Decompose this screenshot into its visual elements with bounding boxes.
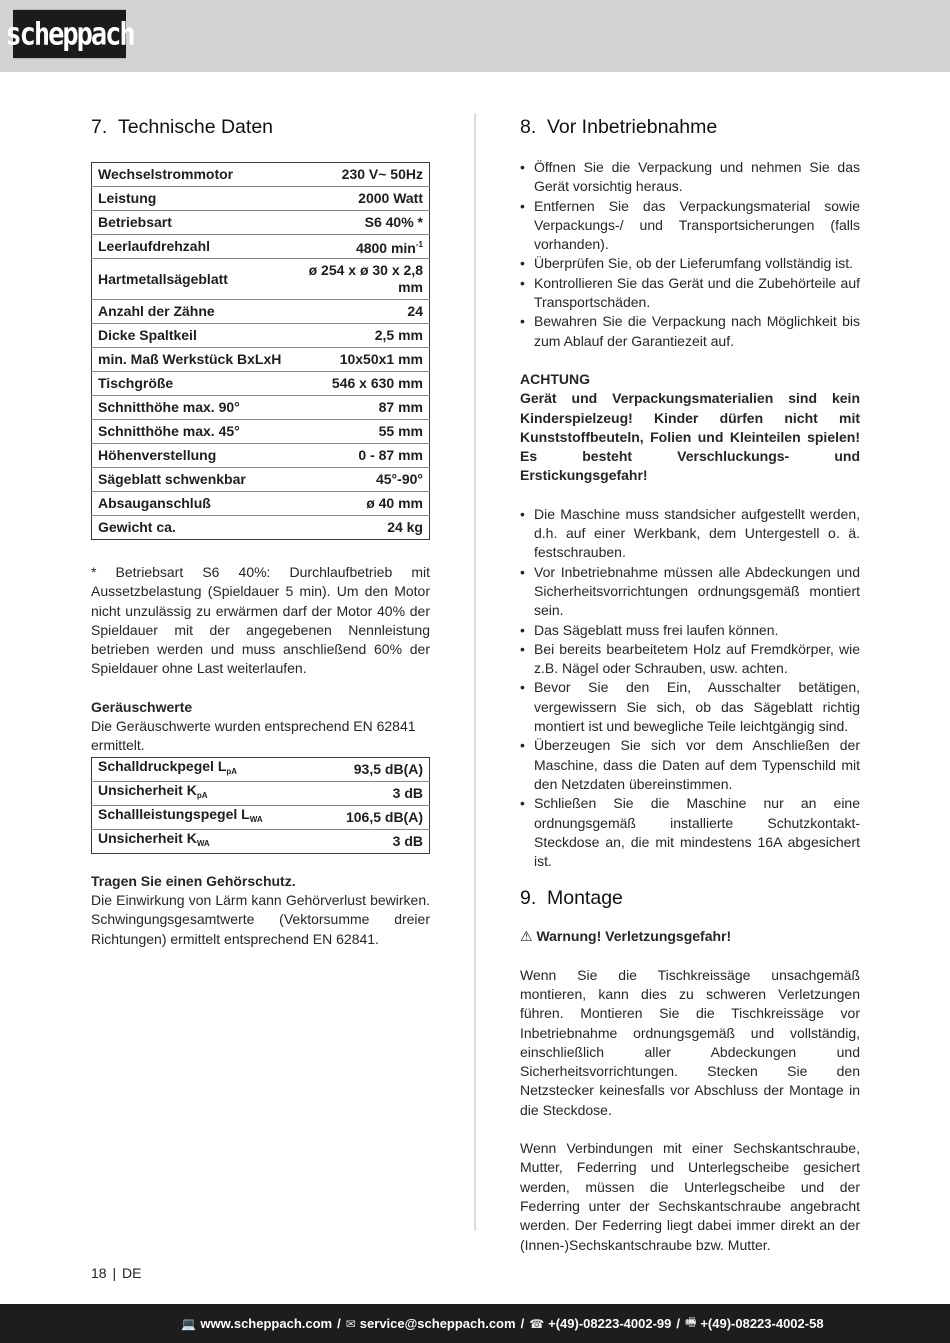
table-row: Schnitthöhe max. 90° 87 mm [92, 396, 430, 420]
setup-list [520, 505, 860, 872]
list-item: • Bevor Sie den Ein, Ausschalter betätigen, vergewissern Sie sich, ob das Sägeblatt richtig montiert ist und bewegliche Teile leichtgängig sind. [520, 678, 860, 736]
table-row: Gewicht ca. 24 kg [92, 516, 430, 540]
warning-line: ⚠ Warnung! Verletzungsgefahr! [520, 928, 732, 945]
table-row: Wechselstrommotor 230 V~ 50Hz [98, 166, 423, 182]
achtung-text: Gerät und Verpackungsmaterialien sind kein Kinderspielzeug! Kinder dürfen nicht mit Kunststoffbeuteln, Folien und Kleinteilen spielen! Es besteht Verschluckungs- und Erstickungsgefahr! [520, 390, 860, 484]
right-column [520, 114, 860, 1255]
table-row: Höhenverstellung 0 - 87 mm [92, 444, 430, 468]
table-row: Unsicherheit $K_{WA}$ 3 dB [92, 829, 430, 853]
fax-icon: 🖷 [685, 1315, 697, 1329]
unpacking-list [520, 158, 860, 351]
table-row: Schalldruckpegel $L_{pA}$ 93,5 dB(A) [98, 758, 423, 777]
page-header [0, 0, 950, 72]
list-item: • Überprüfen Sie, ob der Lieferumfang vollständig ist. [520, 254, 860, 273]
warning-triangle-icon: ⚠ [520, 928, 533, 945]
list-item: • Entfernen Sie das Verpackungsmaterial sowie Verpackungs-/ und Transportsicherungen (falls vorhanden). [520, 197, 860, 255]
list-item: • Die Maschine muss standsicher aufgestellt werden, d.h. auf einer Werkbank, dem Untergestell o. ä. festschrauben. [520, 505, 860, 563]
phone-number: +(49)-08223-4002-99 [548, 1316, 672, 1331]
column-divider [474, 113, 476, 1231]
table-row: min. Maß Werkstück BxLxH 10x50x1 mm [92, 348, 430, 372]
noise-heading: Geräuschwerte [91, 698, 193, 715]
fax-number: +(49)-08223-4002-58 [700, 1316, 824, 1331]
table-row: Leerlaufdrehzahl 4800 $\min^{-1}$ [92, 235, 430, 259]
achtung-heading: ACHTUNG [520, 370, 590, 387]
table-row: Absauganschluß ø 40 mm [92, 492, 430, 516]
scheppach-logo: scheppach [13, 10, 126, 58]
website-link[interactable]: www.scheppach.com [200, 1316, 333, 1331]
list-item: • Kontrollieren Sie das Gerät und die Zubehörteile auf Transportschäden. [520, 274, 860, 313]
computer-icon: 💻 [181, 1316, 197, 1331]
noise-intro: Die Geräuschwerte wurden entsprechend EN 62841 ermittelt. [91, 718, 416, 754]
list-item: • Überzeugen Sie sich vor dem Anschließen der Maschine, dass die Daten auf dem Typenschild mit den Netzdaten übereinstimmen. [520, 736, 860, 794]
left-column [91, 114, 430, 949]
table-row: Hartmetallsägeblatt ø 254 x ø 30 x 2,8 mm [92, 259, 430, 300]
table-row: Unsicherheit $K_{pA}$ 3 dB [92, 781, 430, 805]
table-row: Tischgröße 546 x 630 mm [92, 372, 430, 396]
table-row: Dicke Spaltkeil 2,5 mm [92, 324, 430, 348]
table-row: Betriebsart S6 40% * [92, 211, 430, 235]
list-item: • Schließen Sie die Maschine nur an eine ordnungsgemäß installierte Schutzkontakt-Steckdose an, die mit mindestens 16A abgesichert ist. [520, 794, 860, 871]
list-item: • Bei bereits bearbeitetem Holz auf Fremdkörper, wie z.B. Nägel oder Schrauben, usw. achten. [520, 640, 860, 679]
section-7-heading: 7. Technische Daten [91, 116, 274, 138]
phone-icon: ☎ [529, 1316, 545, 1331]
table-row: Sägeblatt schwenkbar 45°-90° [92, 468, 430, 492]
table-row: Schnitthöhe max. 45° 55 mm [92, 420, 430, 444]
table-row: Schallleistungspegel $L_{WA}$ 106,5 dB(A) [92, 805, 430, 829]
table-row: Leistung 2000 Watt [92, 187, 430, 211]
email-link[interactable]: service@scheppach.com [359, 1316, 516, 1331]
list-item: • Vor Inbetriebnahme müssen alle Abdeckungen und Sicherheitsvorrichtungen ordnungsgemäß montiert sein. [520, 563, 860, 621]
mail-icon: ✉ [345, 1316, 356, 1331]
noise-values-table [91, 757, 430, 854]
section-9-heading: 9. Montage [520, 887, 623, 910]
technical-data-table [91, 162, 430, 540]
list-item: • Öffnen Sie die Verpackung und nehmen Sie das Gerät vorsichtig heraus. [520, 158, 860, 197]
hearing-protection-text: Die Einwirkung von Lärm kann Gehörverlust bewirken. Schwingungsgesamtwerte (Vektorsumme dreier Richtungen) ermittelt entsprechend EN 62841. [91, 891, 430, 947]
hearing-protection-heading: Tragen Sie einen Gehörschutz. [91, 872, 296, 889]
list-item: • Das Sägeblatt muss frei laufen können. [520, 621, 860, 640]
section-8-heading: 8. Vor Inbetriebnahme [520, 116, 718, 138]
list-item: • Bewahren Sie die Verpackung nach Möglichkeit bis zum Ablauf der Garantiezeit auf. [520, 312, 860, 351]
montage-paragraph-1: Wenn Sie die Tischkreissäge unsachgemäß montieren, kann dies zu schweren Verletzungen führen. Montieren Sie die Tischkreissäge vor Inbetriebnahme ordnungsgemäß und vollständig, einschließlich aller Abdeckungen und Sicherheitsvorrichtungen. Stecken Sie den Netzstecker keinesfalls vor Abschluss der Montage in die Steckdose. [520, 966, 860, 1118]
page-number: 18 | DE [91, 1265, 142, 1281]
table-row: Anzahl der Zähne 24 [92, 300, 430, 324]
montage-paragraph-2: Wenn Verbindungen mit einer Sechskantschraube, Mutter, Federring und Unterlegscheibe gesichert werden, müssen die Unterlegscheibe und der Federring unter der Sechskantschraube angebracht werden. Der Federring liegt dabei immer direkt an der (Innen-)Sechskantschraube bzw. Mutter. [520, 1140, 860, 1253]
operating-mode-footnote: * Betriebsart S6 40%: Durchlaufbetrieb mit Aussetzbelastung (Spieldauer 5 min). Um den Motor nicht unzulässig zu erwärmen darf der Motor 40% der Spieldauer mit der angegebenen Nennleistung betrieben werden und muss anschließend 60% der Spieldauer ohne Last weiterlaufen. [91, 564, 430, 677]
contact-footer: 💻 www.scheppach.com / ✉ service@scheppach.com / ☎ +(49)-08223-4002-99 / 🖷 +(49)-08223-4002-58 [0, 1304, 950, 1343]
